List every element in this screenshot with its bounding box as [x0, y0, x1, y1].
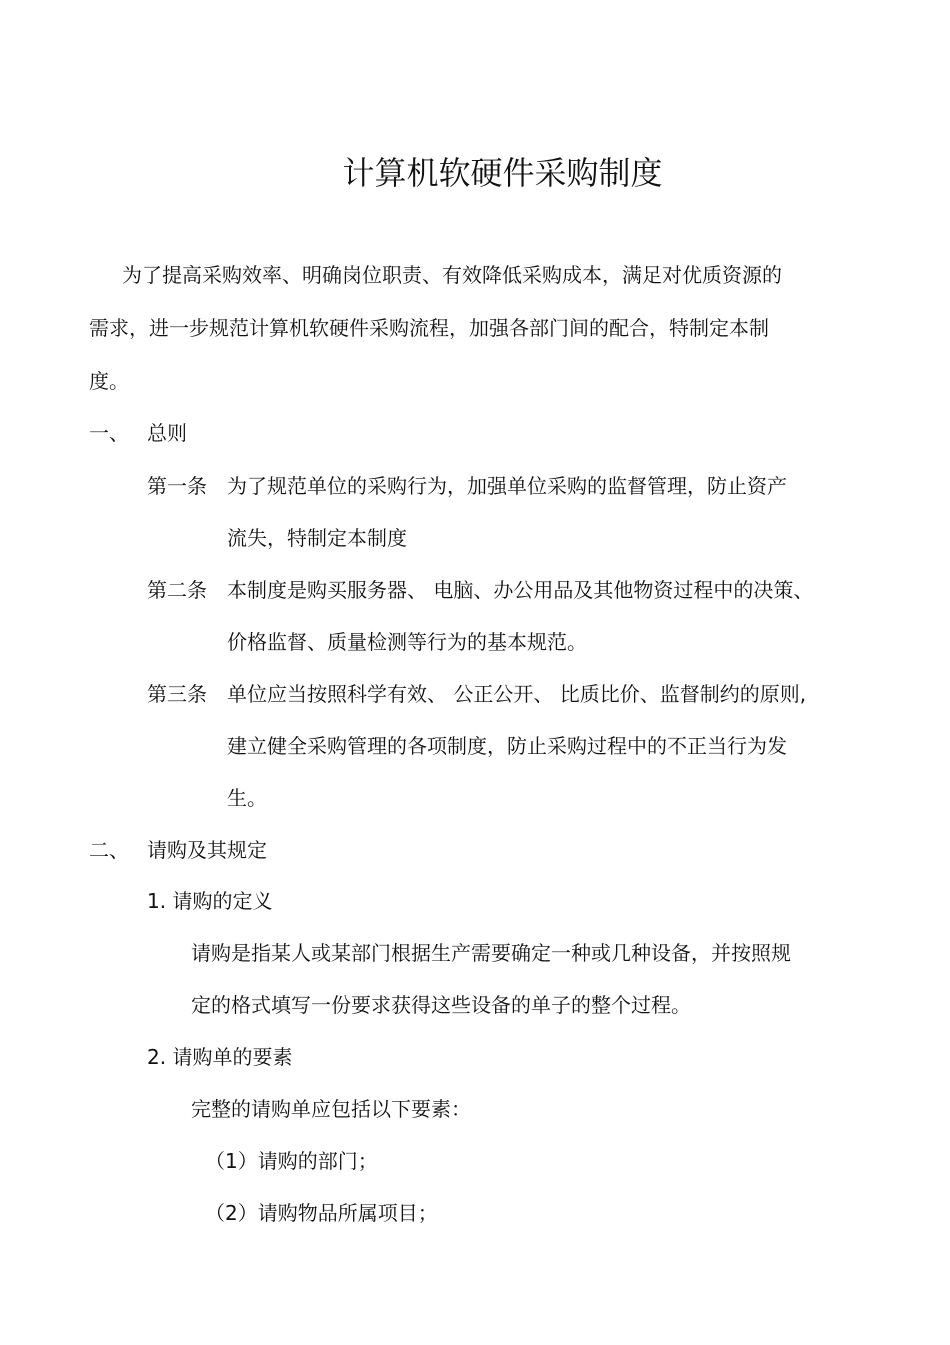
subsection-1-line-1: 请购是指某人或某部门根据生产需要确定一种或几种设备，并按照规: [191, 941, 791, 965]
article-3-line-2: 建立健全采购管理的各项制度，防止采购过程中的不正当行为发: [227, 734, 787, 758]
list-item: （1）请购的部门；: [205, 1149, 378, 1173]
document-title: 计算机软硬件采购制度: [342, 154, 663, 192]
article-3-number: 第三条: [147, 682, 207, 706]
intro-line-1: 为了提高采购效率、明确岗位职责、有效降低采购成本，满足对优质资源的: [122, 263, 782, 287]
section-2-number: 二、: [89, 838, 129, 862]
article-1-line-2: 流失，特制定本制度: [227, 526, 407, 550]
subsection-1-heading: 1. 请购的定义: [147, 889, 273, 913]
section-1-heading: 总则: [147, 421, 187, 445]
article-1-number: 第一条: [147, 474, 207, 498]
article-2-number: 第二条: [147, 578, 207, 602]
subsection-2-heading: 2. 请购单的要素: [147, 1045, 293, 1069]
section-1-number: 一、: [89, 421, 129, 445]
intro-line-2: 需求，进一步规范计算机软硬件采购流程，加强各部门间的配合，特制定本制: [89, 316, 769, 340]
article-2-line-2: 价格监督、质量检测等行为的基本规范。: [227, 630, 587, 654]
article-3-line-3: 生。: [227, 786, 267, 810]
subsection-2-intro: 完整的请购单应包括以下要素：: [191, 1097, 471, 1121]
article-2-line-1: 本制度是购买服务器、 电脑、办公用品及其他物资过程中的决策、: [227, 578, 814, 602]
intro-line-3: 度。: [89, 369, 129, 393]
article-1-line-1: 为了规范单位的采购行为，加强单位采购的监督管理，防止资产: [227, 474, 787, 498]
section-2-heading: 请购及其规定: [147, 838, 267, 862]
subsection-1-line-2: 定的格式填写一份要求获得这些设备的单子的整个过程。: [191, 993, 691, 1017]
article-3-line-1: 单位应当按照科学有效、 公正公开、 比质比价、监督制约的原则,: [227, 682, 807, 706]
list-item: （2）请购物品所属项目；: [205, 1201, 438, 1225]
